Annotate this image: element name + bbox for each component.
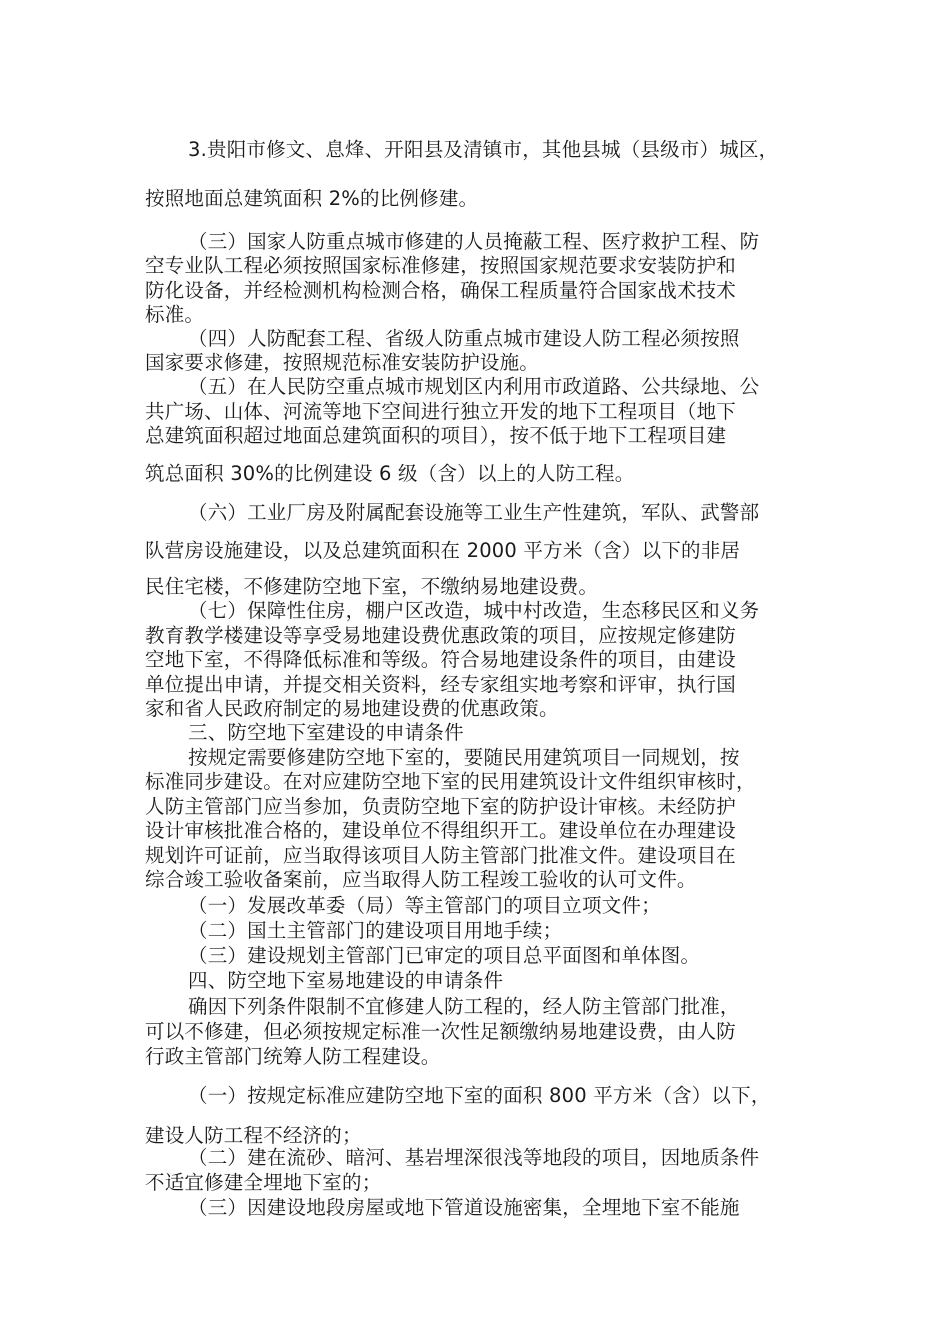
list-item: （一）发展改革委（局）等主管部门的项目立项文件； (188, 894, 661, 917)
paragraph-line: 可以不修建，但必须按规定标准一次性足额缴纳易地建设费，由人防 (145, 1020, 737, 1043)
paragraph-line: 标准同步建设。在对应建防空地下室的民用建筑设计文件组织审核时， (145, 770, 756, 793)
paragraph-line: 教育教学楼建设等享受易地建设费优惠政策的项目，应按规定修建防 (145, 624, 737, 647)
paragraph-line: （七）保障性住房，棚户区改造，城中村改造，生态移民区和义务 (188, 599, 760, 622)
paragraph-line: 单位提出申请，并提交相关资料，经专家组实地考察和评审，执行国 (145, 673, 737, 696)
paragraph-line: （三）国家人防重点城市修建的人员掩蔽工程、医疗救护工程、防 (188, 230, 760, 253)
paragraph-line: 防化设备，并经检测机构检测合格，确保工程质量符合国家战术技术 (145, 279, 737, 302)
paragraph-line: （五）在人民防空重点城市规划区内利用市政道路、公共绿地、公 (188, 375, 760, 398)
list-item: 建设人防工程不经济的； (145, 1124, 362, 1147)
section-heading: 四、防空地下室易地建设的申请条件 (188, 969, 504, 992)
paragraph-line: （四）人防配套工程、省级人防重点城市建设人防工程必须按照 (188, 327, 740, 350)
paragraph-line: 标准。 (145, 303, 205, 326)
paragraph-line: 总建筑面积超过地面总建筑面积的项目），按不低于地下工程项目建 (145, 424, 727, 447)
paragraph-line: 按照地面总建筑面积 2%的比例修建。 (145, 187, 479, 210)
paragraph-line: 共广场、山体、河流等地下空间进行独立开发的地下工程项目（地下 (145, 400, 737, 423)
paragraph-line: 空地下室，不得降低标准和等级。符合易地建设条件的项目，由建设 (145, 648, 737, 671)
paragraph-line: 家和省人民政府制定的易地建设费的优惠政策。 (145, 697, 559, 720)
paragraph-line: 按规定需要修建防空地下室的，要随民用建筑项目一同规划，按 (188, 746, 740, 769)
paragraph-line: 国家要求修建，按照规范标准安装防护设施。 (145, 351, 540, 374)
section-heading: 三、防空地下室建设的申请条件 (188, 721, 464, 744)
list-item: （三）建设规划主管部门已审定的项目总平面图和单体图。 (188, 944, 701, 967)
paragraph-line: 3.贵阳市修文、息烽、开阳县及清镇市，其他县城（县级市）城区， (188, 138, 779, 161)
list-item: （二）建在流砂、暗河、基岩埋深很浅等地段的项目，因地质条件 (188, 1146, 760, 1169)
paragraph-line: 设计审核批准合格的，建设单位不得组织开工。建设单位在办理建设 (145, 819, 737, 842)
paragraph-line: 队营房设施建设，以及总建筑面积在 2000 平方米（含）以下的非居 (145, 539, 741, 562)
paragraph-line: 民住宅楼，不修建防空地下室，不缴纳易地建设费。 (145, 575, 599, 598)
paragraph-line: 筑总面积 30%的比例建设 6 级（含）以上的人防工程。 (145, 462, 635, 485)
paragraph-line: 规划许可证前，应当取得该项目人防主管部门批准文件。建设项目在 (145, 844, 737, 867)
list-item: （二）国土主管部门的建设项目用地手续； (188, 919, 563, 942)
paragraph-line: 人防主管部门应当参加，负责防空地下室的防护设计审核。未经防护 (145, 795, 737, 818)
paragraph-line: 空专业队工程必须按照国家标准修建，按照国家规范要求安装防护和 (145, 254, 737, 277)
list-item: （三）因建设地段房屋或地下管道设施密集，全埋地下室不能施 (188, 1196, 740, 1219)
list-item: （一）按规定标准应建防空地下室的面积 800 平方米（含）以下， (188, 1084, 771, 1107)
paragraph-line: 行政主管部门统筹人防工程建设。 (145, 1045, 441, 1068)
list-item: 不适宜修建全埋地下室的； (145, 1171, 382, 1194)
paragraph-line: 综合竣工验收备案前，应当取得人防工程竣工验收的认可文件。 (145, 868, 697, 891)
paragraph-line: （六）工业厂房及附属配套设施等工业生产性建筑，军队、武警部 (188, 501, 760, 524)
paragraph-line: 确因下列条件限制不宜修建人防工程的，经人防主管部门批准， (188, 995, 740, 1018)
